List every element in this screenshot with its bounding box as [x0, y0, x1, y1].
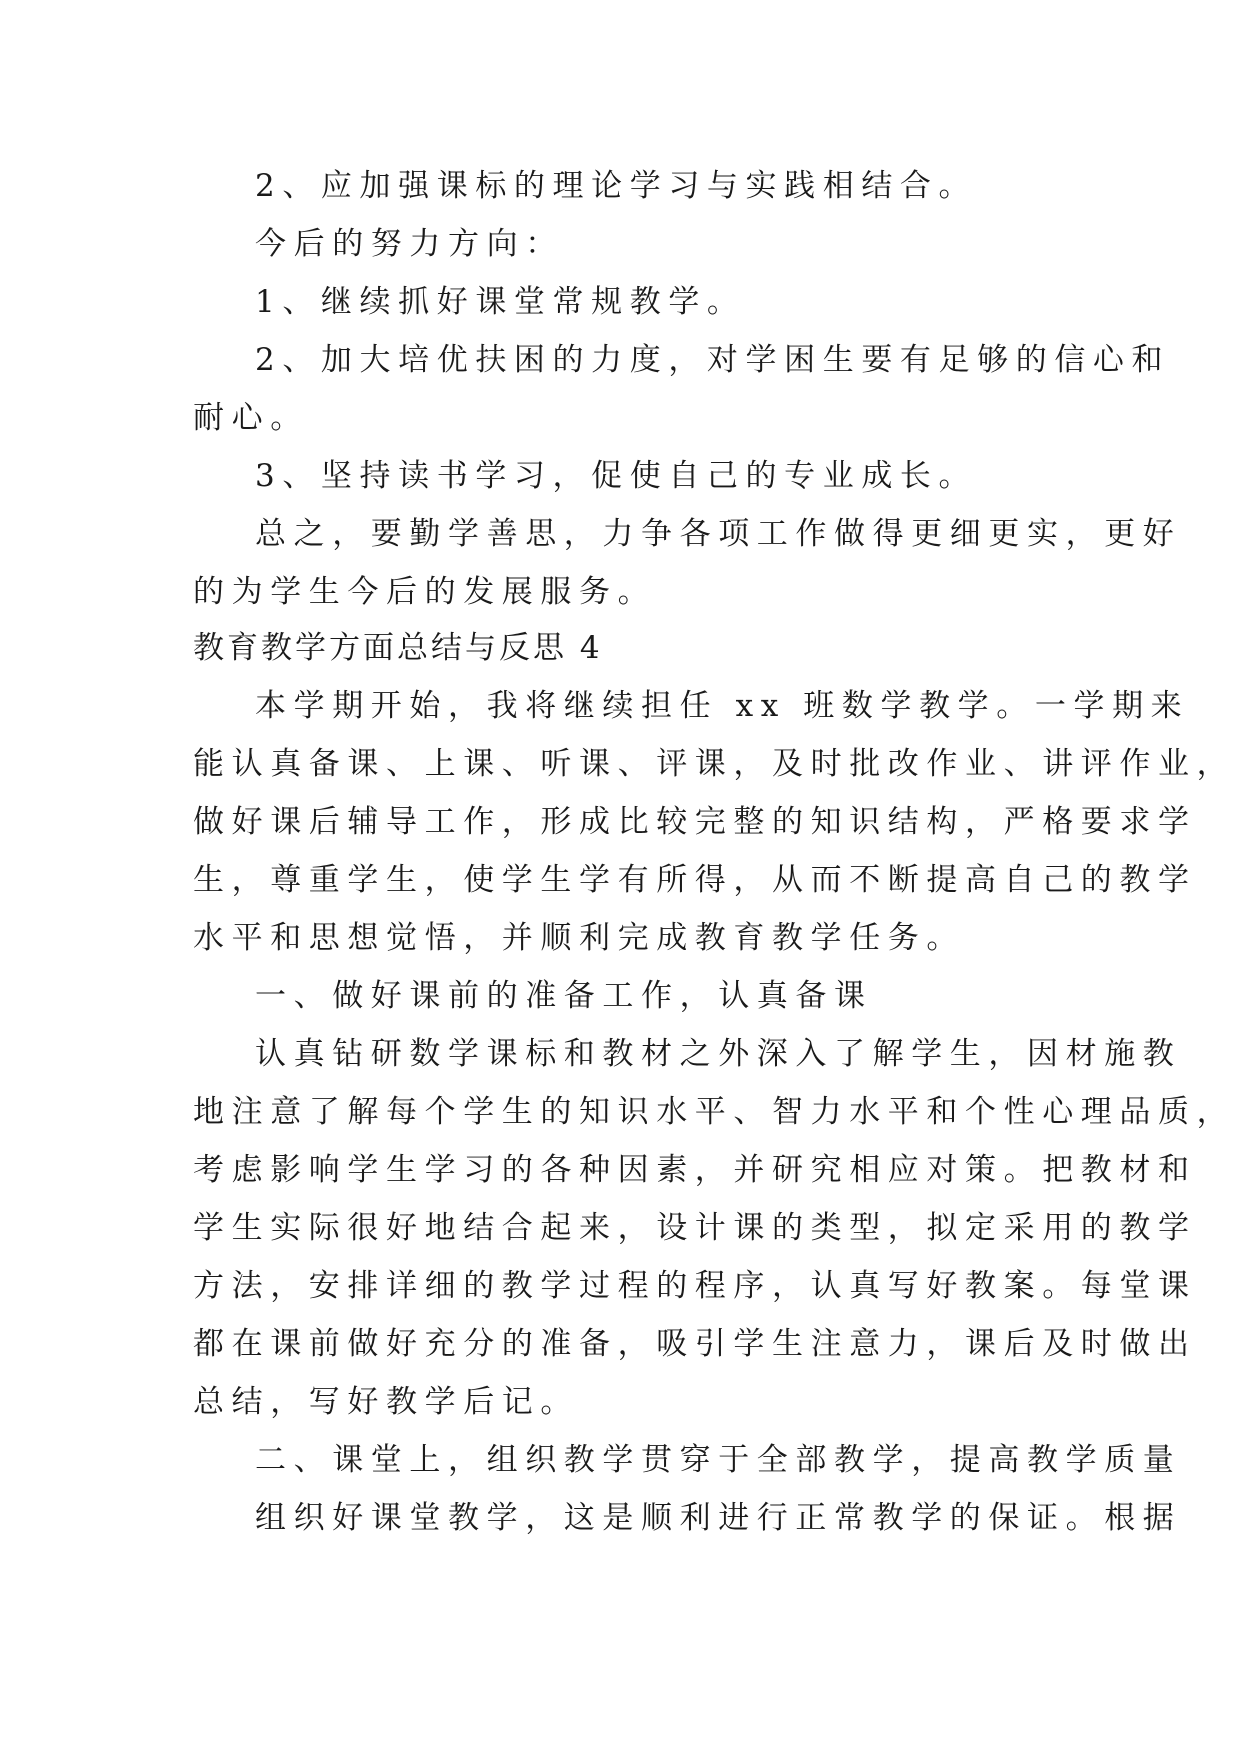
- paragraph-line: 学生实际很好地结合起来，设计课的类型，拟定采用的教学: [193, 1210, 1197, 1246]
- subheading: 一、做好课前的准备工作，认真备课: [255, 978, 873, 1014]
- paragraph-line: 总之，要勤学善思，力争各项工作做得更细更实，更好: [255, 516, 1182, 552]
- paragraph-line: 方法，安排详细的教学过程的程序，认真写好教案。每堂课: [193, 1268, 1197, 1304]
- paragraph-line: 3、坚持读书学习，促使自己的专业成长。: [255, 458, 978, 494]
- paragraph-line: 水平和思想觉悟，并顺利完成教育教学任务。: [193, 920, 965, 956]
- paragraph-line: 2、应加强课标的理论学习与实践相结合。: [255, 168, 978, 204]
- paragraph-line: 能认真备课、上课、听课、评课，及时批改作业、讲评作业，: [193, 746, 1236, 782]
- paragraph-line: 生，尊重学生，使学生学有所得，从而不断提高自己的教学: [193, 862, 1197, 898]
- paragraph-line: 考虑影响学生学习的各种因素，并研究相应对策。把教材和: [193, 1152, 1197, 1188]
- paragraph-line: 地注意了解每个学生的知识水平、智力水平和个性心理品质，: [193, 1094, 1236, 1130]
- paragraph-line: 总结，写好教学后记。: [193, 1384, 579, 1420]
- paragraph-line: 认真钻研数学课标和教材之外深入了解学生，因材施教: [255, 1036, 1182, 1072]
- paragraph-line: 2、加大培优扶困的力度，对学困生要有足够的信心和: [255, 342, 1171, 378]
- subheading: 二、课堂上，组织教学贯穿于全部教学，提高教学质量: [255, 1442, 1182, 1478]
- section-title: 教育教学方面总结与反思 4: [193, 630, 603, 666]
- paragraph-line: 今后的努力方向：: [255, 226, 564, 262]
- paragraph-line: 耐心。: [193, 400, 309, 436]
- paragraph-line: 1、继续抓好课堂常规教学。: [255, 284, 746, 320]
- paragraph-line: 组织好课堂教学，这是顺利进行正常教学的保证。根据: [255, 1500, 1182, 1536]
- paragraph-line: 本学期开始，我将继续担任 xx 班数学教学。一学期来: [255, 688, 1190, 724]
- paragraph-line: 都在课前做好充分的准备，吸引学生注意力，课后及时做出: [193, 1326, 1197, 1362]
- paragraph-line: 的为学生今后的发展服务。: [193, 574, 657, 610]
- paragraph-line: 做好课后辅导工作，形成比较完整的知识结构，严格要求学: [193, 804, 1197, 840]
